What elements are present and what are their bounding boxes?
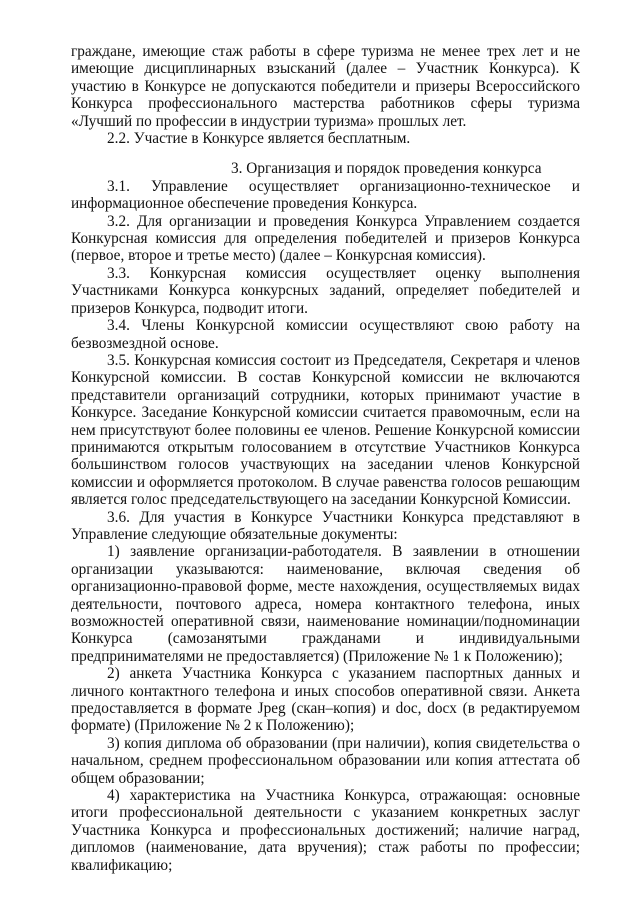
paragraph-3-6: 3.6. Для участия в Конкурсе Участники Конкурса представляют в Управление следующие обязательные документы: bbox=[71, 508, 580, 543]
paragraph-3-2: 3.2. Для организации и проведения Конкурса Управлением создается Конкурсная комиссия для определения победителей и призеров Конкурса (первое, второе и третье место) (далее – Конкурсная комиссия). bbox=[71, 212, 580, 265]
paragraph-2-2: 2.2. Участие в Конкурсе является бесплатным. bbox=[107, 130, 411, 148]
paragraph-3-1: 3.1. Управление осуществляет организационно-техническое и информационное обеспечение проведения Конкурса. bbox=[71, 177, 580, 213]
list-item-3: 3) копия диплома об образовании (при наличии), копия свидетельства о начальном, среднем профессиональном образовании или копия аттестата об общем образовании; bbox=[71, 734, 580, 787]
list-item-4: 4) характеристика на Участника Конкурса, отражающая: основные итоги профессиональной деятельности с указанием конкретных заслуг Участника Конкурса и профессиональных достижений; наличие наград, дипломов (наименование, дата вручения); стаж работы по профессии; квалификацию; bbox=[71, 787, 580, 874]
intro-paragraph: граждане, имеющие стаж работы в сфере туризма не менее трех лет и не имеющие дисциплинарных взысканий (далее – Участник Конкурса). К участию в Конкурсе не допускаются победители и призеры Всероссийского Конкурса профессионального мастерства работников сферы туризма «Лучший по профессии в индустрии туризма» прошлых лет. bbox=[71, 43, 580, 130]
paragraph-3-4: 3.4. Члены Конкурсной комиссии осуществляют свою работу на безвозмездной основе. bbox=[71, 317, 580, 352]
section-3-heading: 3. Организация и порядок проведения конкурса bbox=[231, 160, 542, 178]
list-item-1: 1) заявление организации-работодателя. В заявлении в отношении организации указываются: наименование, включая сведения об организационно-правовой форме, месте нахождения, осуществляемых видах деятельности, почтового адреса, номера контактного телефона, иных возможностей оперативной связи, наименование номинации/подноминации Конкурса (самозанятыми гражданами и индивидуальными предпринимателями не предоставляется) (Приложение № 1 к Положению); bbox=[71, 543, 580, 665]
document-page bbox=[71, 43, 580, 874]
paragraph-3-5: 3.5. Конкурсная комиссия состоит из Председателя, Секретаря и членов Конкурсной комиссии. В состав Конкурсной комиссии не включаются представители организаций сотрудники, которых принимают участие в Конкурсе. Заседание Конкурсной комиссии считается правомочным, если на нем присутствуют более половины ее членов. Решение Конкурсной комиссии принимаются открытым голосованием в отсутствие Участников Конкурса большинством голосов участвующих на заседании членов Конкурсной комиссии и оформляется протоколом. В случае равенства голосов решающим является голос председательствующего на заседании Конкурсной Комиссии. bbox=[71, 351, 580, 509]
list-item-2: 2) анкета Участника Конкурса с указанием паспортных данных и личного контактного телефона и иных способов оперативной связи. Анкета предоставляется в формате Jpeg (скан–копия) и doc, docx (в редактируемом формате) (Приложение № 2 к Положению); bbox=[71, 665, 580, 735]
paragraph-3-3: 3.3. Конкурсная комиссия осуществляет оценку выполнения Участниками Конкурса конкурсных заданий, определяет победителей и призеров Конкурса, подводит итоги. bbox=[71, 264, 580, 317]
